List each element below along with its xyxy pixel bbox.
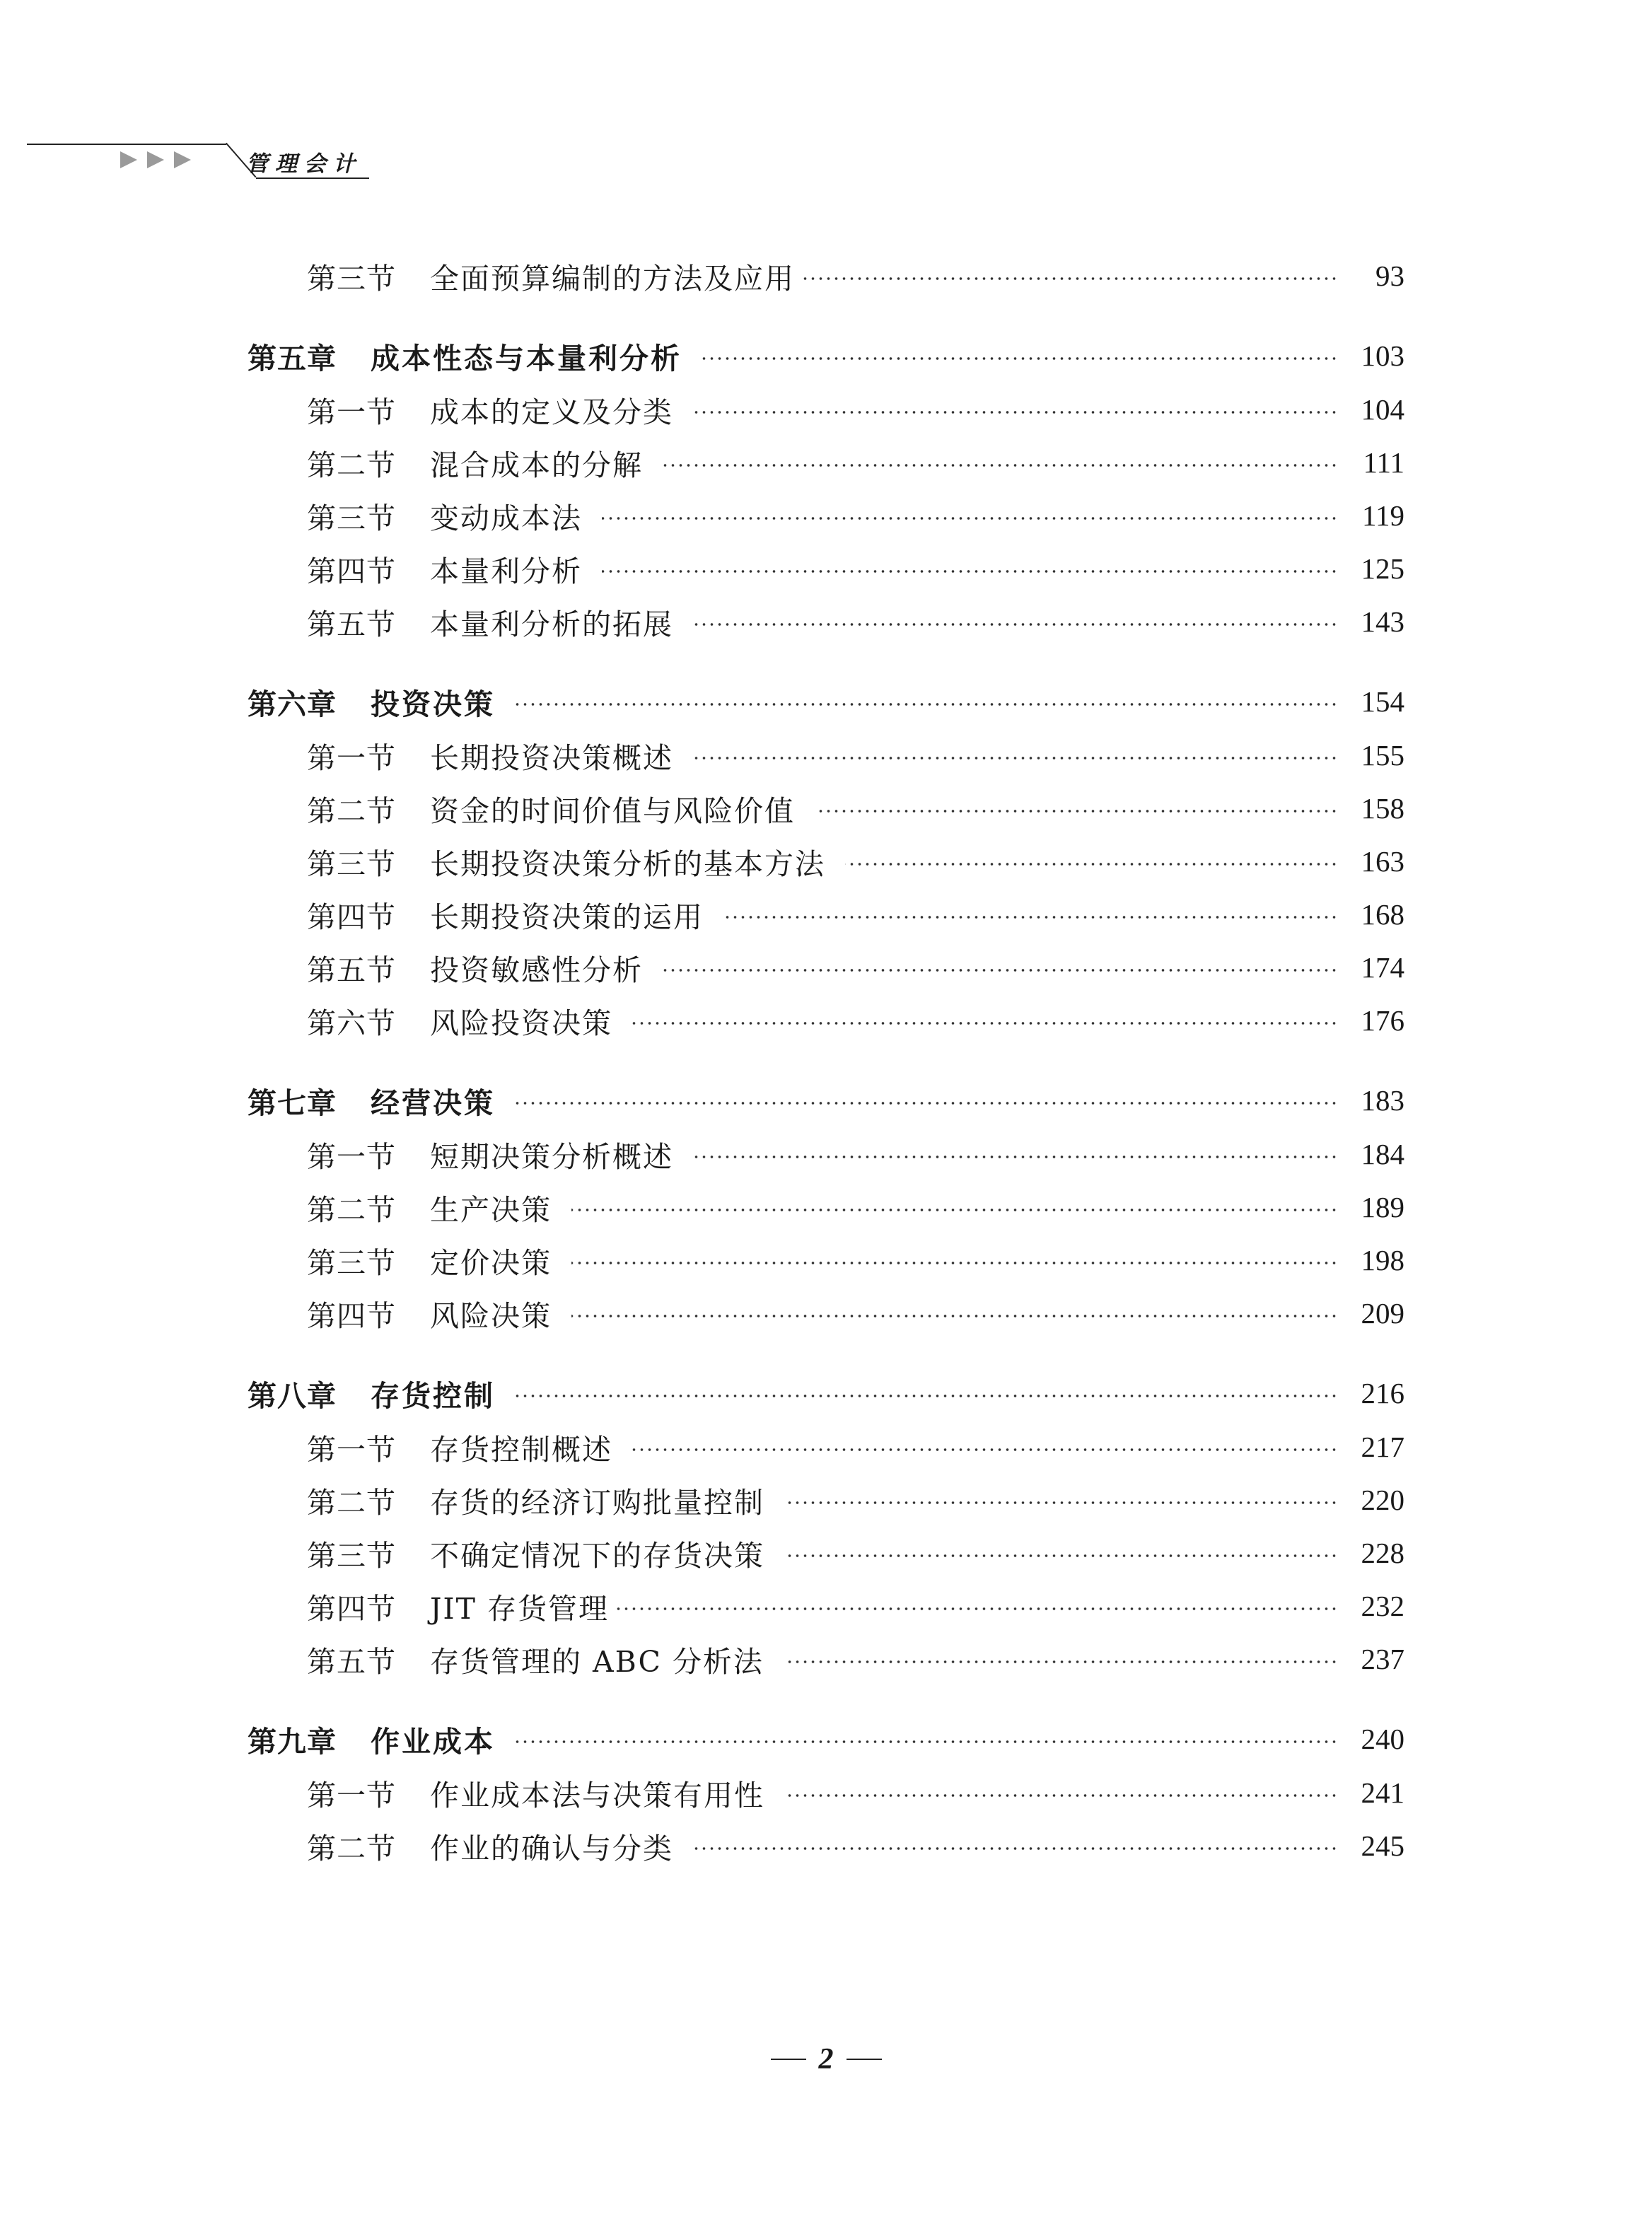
section-title: 作业成本法与决策有用性 [430, 1778, 764, 1812]
dot-leader [571, 1262, 1338, 1264]
toc-section-entry[interactable] [307, 1639, 1404, 1679]
page-ref: 111 [1363, 446, 1404, 479]
toc-chapter-entry[interactable] [248, 1081, 1404, 1120]
page-number: 2 [818, 2043, 834, 2076]
section-number: 第三节 [307, 261, 396, 296]
toc-section-entry[interactable] [307, 948, 1404, 987]
triangle-arrow-icon [147, 151, 164, 168]
section-title: 生产决策 [430, 1192, 552, 1227]
section-title: 存货的经济订购批量控制 [430, 1485, 764, 1520]
section-number: 第一节 [307, 740, 396, 775]
dot-leader [815, 810, 1338, 813]
toc-section-entry[interactable] [307, 256, 1404, 296]
page-ref: 176 [1361, 1004, 1404, 1037]
page-ref: 119 [1362, 499, 1404, 532]
dot-leader [693, 1156, 1338, 1158]
header-rule-underline [256, 177, 369, 179]
page-ref: 217 [1361, 1431, 1404, 1463]
page-ref: 125 [1361, 552, 1404, 585]
dot-leader [723, 916, 1338, 919]
triangle-arrow-icon [174, 151, 191, 168]
toc-section-entry[interactable] [307, 1187, 1404, 1227]
section-number: 第五节 [307, 607, 396, 641]
section-number: 第三节 [307, 501, 396, 535]
footer-dash [847, 2059, 882, 2060]
section-title: 资金的时间价值与风险价值 [430, 793, 795, 828]
dot-leader [515, 1102, 1338, 1105]
footer-dash [771, 2059, 806, 2060]
section-number: 第一节 [307, 1139, 396, 1174]
toc-section-entry[interactable] [307, 788, 1404, 828]
section-title: 作业的确认与分类 [430, 1831, 673, 1866]
toc-section-entry[interactable] [307, 549, 1404, 588]
section-title: JIT 存货管理 [430, 1591, 610, 1626]
dot-leader [615, 1607, 1338, 1610]
dot-leader [515, 1395, 1338, 1397]
dot-leader [784, 1660, 1338, 1663]
page-ref: 245 [1361, 1829, 1404, 1862]
toc-section-entry[interactable] [307, 735, 1404, 775]
dot-leader [515, 703, 1338, 706]
section-title: 全面预算编制的方法及应用 [430, 261, 795, 296]
dot-leader [632, 1448, 1338, 1451]
chapter-number: 第九章 [248, 1724, 337, 1759]
section-number: 第四节 [307, 1298, 396, 1333]
toc-section-entry[interactable] [307, 1826, 1404, 1866]
toc-chapter-entry[interactable] [248, 682, 1404, 721]
header-arrows [120, 151, 191, 168]
dot-leader [515, 1740, 1338, 1743]
dot-leader [702, 357, 1338, 360]
dot-leader [602, 570, 1338, 573]
toc-section-entry[interactable] [307, 1134, 1404, 1174]
toc-section-entry[interactable] [307, 1293, 1404, 1333]
running-header [27, 139, 369, 181]
section-number: 第一节 [307, 1432, 396, 1467]
page-ref: 209 [1361, 1297, 1404, 1329]
page-ref: 198 [1361, 1244, 1404, 1276]
header-rule [27, 144, 226, 145]
section-number: 第二节 [307, 1192, 396, 1227]
chapter-title: 成本性态与本量利分析 [371, 341, 682, 376]
section-title: 定价决策 [430, 1245, 552, 1280]
dot-leader [663, 969, 1338, 972]
chapter-number: 第八章 [248, 1378, 337, 1413]
section-title: 长期投资决策概述 [430, 740, 673, 775]
chapter-number: 第七章 [248, 1086, 337, 1120]
page-ref: 184 [1361, 1138, 1404, 1170]
toc-section-entry[interactable] [307, 1001, 1404, 1040]
page-ref: 237 [1361, 1643, 1404, 1675]
page-ref: 183 [1361, 1084, 1404, 1117]
toc-section-entry[interactable] [307, 390, 1404, 429]
section-title: 变动成本法 [430, 501, 582, 535]
dot-leader [571, 1315, 1338, 1317]
dot-leader [571, 1209, 1338, 1211]
page-ref: 232 [1361, 1590, 1404, 1622]
section-title: 混合成本的分解 [430, 448, 643, 482]
page-ref: 189 [1361, 1191, 1404, 1223]
section-number: 第一节 [307, 1778, 396, 1812]
dot-leader [784, 1794, 1338, 1797]
section-title: 风险决策 [430, 1298, 552, 1333]
page-ref: 220 [1361, 1484, 1404, 1516]
section-number: 第六节 [307, 1006, 396, 1040]
section-title: 长期投资决策的运用 [430, 900, 704, 934]
page-ref: 104 [1361, 393, 1404, 426]
toc-section-entry[interactable] [307, 895, 1404, 934]
page-ref: 103 [1361, 339, 1404, 372]
dot-leader [845, 863, 1338, 866]
page-ref: 240 [1361, 1723, 1404, 1755]
chapter-title: 投资决策 [371, 687, 495, 721]
toc-section-entry[interactable] [307, 1533, 1404, 1573]
section-number: 第二节 [307, 1831, 396, 1866]
section-title: 本量利分析的拓展 [430, 607, 673, 641]
section-number: 第五节 [307, 1644, 396, 1679]
page-ref: 168 [1361, 898, 1404, 931]
section-number: 第四节 [307, 900, 396, 934]
page-ref: 174 [1361, 951, 1404, 984]
page-ref: 216 [1361, 1377, 1404, 1409]
section-title: 不确定情况下的存货决策 [430, 1538, 764, 1573]
chapter-number: 第六章 [248, 687, 337, 721]
section-title: 投资敏感性分析 [430, 953, 643, 987]
book-title: 管理会计 [246, 151, 362, 177]
page-ref: 93 [1375, 260, 1404, 292]
toc-chapter-entry[interactable] [248, 336, 1404, 376]
chapter-title: 作业成本 [371, 1724, 495, 1759]
toc-chapter-entry[interactable] [248, 1373, 1404, 1413]
toc-section-entry[interactable] [307, 602, 1404, 641]
section-number: 第三节 [307, 1538, 396, 1573]
section-number: 第二节 [307, 1485, 396, 1520]
section-title: 长期投资决策分析的基本方法 [430, 846, 825, 881]
section-number: 第五节 [307, 953, 396, 987]
toc-section-entry[interactable] [307, 496, 1404, 535]
section-number: 第二节 [307, 793, 396, 828]
dot-leader [632, 1022, 1338, 1025]
section-number: 第一节 [307, 395, 396, 429]
dot-leader [693, 757, 1338, 760]
chapter-title: 经营决策 [371, 1086, 495, 1120]
section-title: 风险投资决策 [430, 1006, 612, 1040]
dot-leader [693, 411, 1338, 414]
section-title: 成本的定义及分类 [430, 395, 673, 429]
section-title: 短期决策分析概述 [430, 1139, 673, 1174]
page-ref: 158 [1361, 792, 1404, 825]
section-title: 存货控制概述 [430, 1432, 612, 1467]
section-title: 本量利分析 [430, 554, 582, 588]
dot-leader [784, 1554, 1338, 1557]
toc-section-entry[interactable] [307, 1480, 1404, 1520]
chapter-number: 第五章 [248, 341, 337, 376]
section-number: 第四节 [307, 1591, 396, 1626]
dot-leader [663, 464, 1338, 467]
dot-leader [693, 1847, 1338, 1850]
section-number: 第三节 [307, 1245, 396, 1280]
section-number: 第二节 [307, 448, 396, 482]
toc-section-entry[interactable] [307, 1773, 1404, 1812]
page-ref: 163 [1361, 845, 1404, 878]
section-title: 存货管理的 ABC 分析法 [430, 1644, 764, 1679]
toc-section-entry[interactable] [307, 842, 1404, 881]
dot-leader [693, 623, 1338, 626]
toc-section-entry[interactable] [307, 1427, 1404, 1467]
section-number: 第四节 [307, 554, 396, 588]
page-ref: 155 [1361, 739, 1404, 772]
toc-section-entry[interactable] [307, 443, 1404, 482]
toc-section-entry[interactable] [307, 1586, 1404, 1626]
toc-section-entry[interactable] [307, 1240, 1404, 1280]
page-ref: 154 [1361, 685, 1404, 718]
dot-leader [801, 277, 1338, 280]
page-ref: 228 [1361, 1537, 1404, 1569]
page-ref: 241 [1361, 1776, 1404, 1809]
chapter-title: 存货控制 [371, 1378, 495, 1413]
section-number: 第三节 [307, 846, 396, 881]
dot-leader [784, 1501, 1338, 1504]
triangle-arrow-icon [120, 151, 137, 168]
page-footer [0, 2042, 1652, 2076]
toc-chapter-entry[interactable] [248, 1719, 1404, 1759]
dot-leader [602, 517, 1338, 520]
page-ref: 143 [1361, 605, 1404, 638]
